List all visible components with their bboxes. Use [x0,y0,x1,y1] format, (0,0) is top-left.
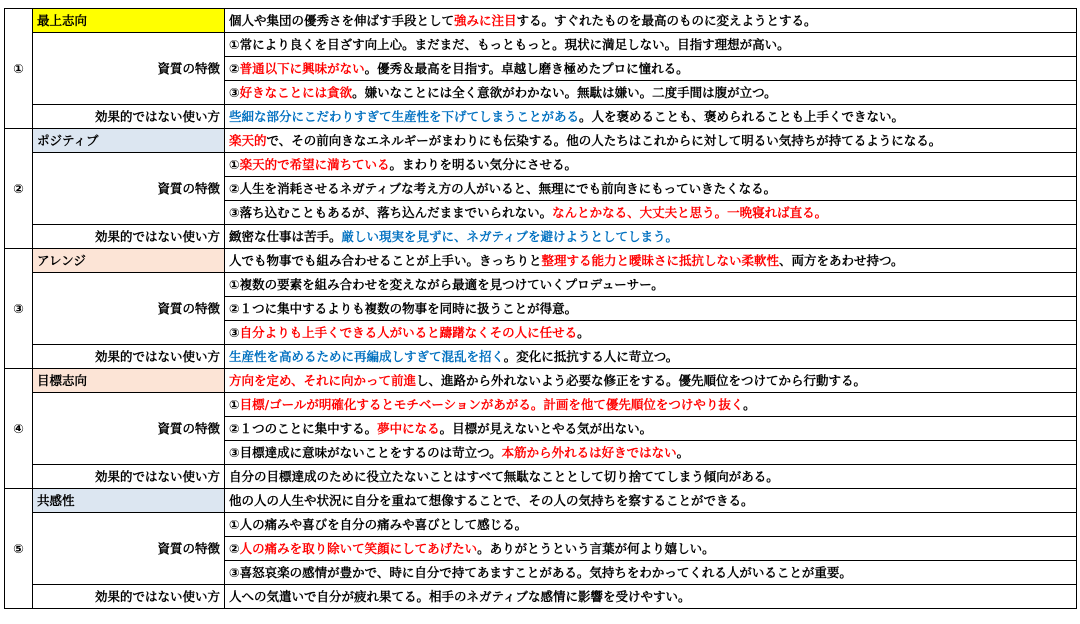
section-number: ① [5,9,33,129]
text-segment: 好きなことには貪欲 [239,84,353,100]
trait-row [5,33,1077,57]
trait-row [5,153,1077,177]
section-summary-row [5,489,1077,513]
text-segment: 生産性を高めるために再編成しすぎて混乱を招く [229,348,504,364]
text-segment: 方向を定め、それに向かって前進 [229,372,417,388]
trait-text [225,321,1077,345]
text-segment: 。人を褒めることも、褒められることも上手くできない。 [579,108,905,124]
trait-text [225,297,1077,321]
text-segment: 些細な部分にこだわりすぎて生産性を下げてしまうことがある [229,108,580,124]
section-number: ② [5,129,33,249]
text-segment: なんとかなる、大丈夫と思う。一晩寝れば直る。 [552,204,828,220]
text-segment: ③ [229,324,240,340]
text-segment: ③目標達成に意味がないことをするのは苛立つ。 [229,444,502,460]
text-segment: する。すぐれたものを最高のものに変えようとする。 [516,12,817,28]
section-number: ③ [5,249,33,369]
text-segment: 個人や集団の優秀さを伸ばす手段として [229,12,455,28]
strength-summary [225,129,1077,153]
traits-label: 資質の特徴 [33,273,225,345]
strength-summary [225,249,1077,273]
text-segment: ①複数の要素を組み合わせを変えながら最適を見つけていくプロデューサー。 [229,276,664,292]
text-segment: 。優秀＆最高を目指す。卓越し磨き極めたプロに憧れる。 [364,60,689,76]
text-segment: ② [229,540,240,556]
bad-usage-row [5,105,1077,129]
text-segment: ② [229,60,240,76]
strength-name: ポジティブ [33,129,225,153]
text-segment: 強みに注目 [454,12,517,28]
trait-text [225,513,1077,537]
text-segment: 。 [577,324,590,340]
text-segment: 。まわりを明るい気分にさせる。 [389,156,577,172]
text-segment: 普通以下に興味がない [239,60,365,76]
text-segment: ① [229,156,240,172]
text-segment: 自分よりも上手くできる人がいると躊躇なくその人に任せる [239,324,578,340]
text-segment: ③落ち込むこともあるが、落ち込んだままでいられない。 [229,204,553,220]
trait-text [225,273,1077,297]
text-segment: ①人の痛みや喜びを自分の痛みや喜びとして感じる。 [229,516,528,532]
strength-summary [225,369,1077,393]
bad-usage-text [225,465,1077,489]
bad-usage-row [5,225,1077,249]
text-segment: ①常により良くを目ざす向上心。まだまだ、もっともっと。現状に満足しない。目指す理想が高い。 [229,36,790,52]
bad-usage-text [225,105,1077,129]
text-segment: 人でも物事でも組み合わせることが上手い。きっちりと [229,252,542,268]
text-segment: 人への気遣いで自分が疲れ果てる。相手のネガティブな感情に影響を受けやすい。 [229,588,691,604]
trait-row [5,393,1077,417]
text-segment: 楽天的で希望に満ちている [239,156,390,172]
traits-label: 資質の特徴 [33,513,225,585]
text-segment: 目標/ゴールが明確化するとモチベーションがあがる。計画を他て優先順位をつけやり抜く [239,396,744,412]
bad-usage-label: 効果的ではない使い方 [33,345,225,369]
bad-usage-row [5,465,1077,489]
text-segment: 整理する能力と曖昧さに抵抗しない柔軟性 [541,252,780,268]
text-segment: 。変化に抵抗する人に苛立つ。 [503,348,679,364]
text-segment: 他の人の人生や状況に自分を重ねて想像することで、その人の気持ちを察することができる。 [229,492,754,508]
trait-text [225,57,1077,81]
bad-usage-text [225,225,1077,249]
text-segment: ②１つに集中するよりも複数の物事を同時に扱うことが得意。 [229,300,578,316]
section-summary-row [5,249,1077,273]
text-segment: 厳しい現実を見ずに、ネガティブを避けようとしてしまう。 [341,228,679,244]
bad-usage-label: 効果的ではない使い方 [33,225,225,249]
section-summary-row [5,369,1077,393]
text-segment: 。 [743,396,756,412]
strength-summary [225,9,1077,33]
bad-usage-row [5,345,1077,369]
trait-text [225,81,1077,105]
strength-name: 最上志向 [33,9,225,33]
trait-text [225,561,1077,585]
trait-text [225,537,1077,561]
strength-summary [225,489,1077,513]
text-segment: ③ [229,84,240,100]
text-segment: 、両方をあわせ持つ。 [779,252,904,268]
section-number: ④ [5,369,33,489]
strength-name: 目標志向 [33,369,225,393]
traits-label: 資質の特徴 [33,153,225,225]
text-segment: ③喜怒哀楽の感情が豊かで、時に自分で持てあますことがある。気持ちをわかってくれる人がいることが重要。 [229,564,852,580]
text-segment: 楽天的 [229,132,267,148]
text-segment: で、その前向きなエネルギーがまわりにも伝染する。他の人たちはこれからに対して明るい気持ちが持てるようになる。 [266,132,942,148]
trait-row [5,273,1077,297]
text-segment: 夢中になる [377,420,440,436]
text-segment: ① [229,396,240,412]
trait-text [225,441,1077,465]
bad-usage-label: 効果的ではない使い方 [33,465,225,489]
text-segment: 緻密な仕事は苦手。 [229,228,342,244]
bad-usage-row [5,585,1077,609]
trait-text [225,153,1077,177]
section-summary-row [5,9,1077,33]
bad-usage-text [225,345,1077,369]
section-summary-row [5,129,1077,153]
text-segment: 自分の目標達成のために役立たないことはすべて無駄なこととして切り捨ててしまう傾向がある。 [229,468,779,484]
bad-usage-label: 効果的ではない使い方 [33,105,225,129]
strength-name: アレンジ [33,249,225,273]
strengths-table [4,8,1077,609]
text-segment: 本筋から外れるは好きではない [501,444,677,460]
section-number: ⑤ [5,489,33,609]
trait-row [5,513,1077,537]
bad-usage-label: 効果的ではない使い方 [33,585,225,609]
text-segment: 人の痛みを取り除いて笑顔にしてあげたい [239,540,478,556]
trait-text [225,33,1077,57]
text-segment: 。 [676,444,690,460]
text-segment: ②１つのことに集中する。 [229,420,378,436]
text-segment: 。目標が見えないとやる気が出ない。 [439,420,653,436]
trait-text [225,177,1077,201]
text-segment: ②人生を消耗させるネガティブな考え方の人がいると、無理にでも前向きにもっていきたくなる。 [229,180,777,196]
trait-text [225,393,1077,417]
strength-name: 共感性 [33,489,225,513]
traits-label: 資質の特徴 [33,33,225,105]
bad-usage-text [225,585,1077,609]
text-segment: 。嫌いなことには全く意欲がわかない。無駄は嫌い。二度手間は腹が立つ。 [352,84,777,100]
text-segment: 。ありがとうという言葉が何より嬉しい。 [477,540,715,556]
trait-text [225,201,1077,225]
text-segment: し、進路から外れないよう必要な修正をする。優先順位をつけてから行動する。 [416,372,867,388]
traits-label: 資質の特徴 [33,393,225,465]
trait-text [225,417,1077,441]
